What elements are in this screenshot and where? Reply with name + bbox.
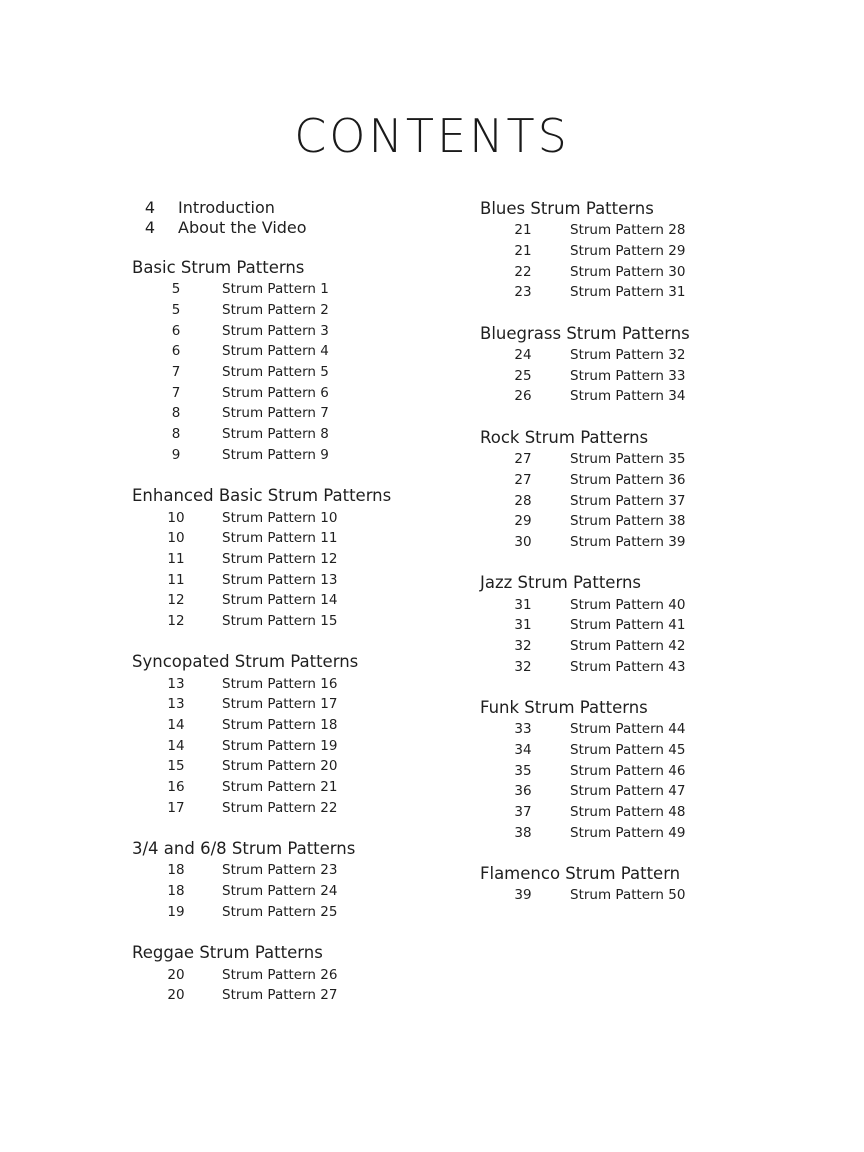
section-title[interactable]: Blues Strum Patterns (480, 199, 654, 218)
toc-entry[interactable] (480, 511, 780, 532)
entry-label: Strum Pattern 5 (222, 364, 329, 381)
toc-entry[interactable] (480, 282, 780, 303)
toc-entry[interactable] (480, 345, 780, 366)
toc-entry[interactable] (480, 822, 780, 843)
toc-entry[interactable] (480, 885, 780, 906)
page-number: 36 (514, 783, 532, 800)
entry-label: Strum Pattern 47 (570, 783, 686, 800)
toc-section (132, 257, 462, 465)
toc-entry[interactable] (132, 797, 462, 818)
section-title[interactable]: Jazz Strum Patterns (480, 573, 642, 593)
page-number: 22 (514, 263, 532, 280)
page-number: 38 (514, 824, 532, 841)
entry-label: Strum Pattern 6 (222, 384, 329, 401)
toc-entry[interactable] (132, 341, 462, 362)
entry-label: Strum Pattern 25 (222, 903, 338, 920)
page-number: 25 (514, 367, 532, 384)
page-number: 11 (167, 550, 185, 567)
page-number: 32 (514, 637, 532, 654)
page-number: 21 (514, 243, 532, 260)
entry-label: Strum Pattern 13 (222, 571, 338, 588)
toc-entry[interactable] (132, 528, 462, 549)
page-number: 39 (514, 887, 532, 904)
page-number: 7 (171, 364, 181, 381)
toc-entry[interactable] (480, 220, 780, 241)
page-number: 35 (514, 762, 532, 779)
toc-entry[interactable] (480, 261, 780, 282)
entry-label: Strum Pattern 31 (570, 284, 686, 301)
toc-entry[interactable] (132, 569, 462, 590)
toc-entry[interactable] (132, 673, 462, 694)
page-number: 6 (171, 322, 181, 339)
toc-left-column (132, 198, 462, 1006)
toc-entry[interactable] (132, 964, 462, 985)
entry-label: Strum Pattern 32 (570, 347, 686, 364)
toc-entry[interactable] (132, 362, 462, 383)
intro-list (132, 198, 462, 237)
page-number: 18 (167, 862, 185, 879)
entry-label: Strum Pattern 20 (222, 758, 338, 775)
page-number: 19 (167, 903, 185, 920)
toc-section (132, 651, 462, 818)
entry-label: Strum Pattern 35 (570, 451, 686, 468)
toc-entry[interactable] (132, 590, 462, 611)
toc-section (480, 697, 780, 843)
entry-label: Strum Pattern 11 (222, 530, 338, 547)
toc-entry[interactable] (132, 549, 462, 570)
entry-label: Strum Pattern 22 (222, 799, 338, 816)
entry-label: Strum Pattern 12 (222, 550, 338, 567)
section-title[interactable]: 3/4 and 6/8 Strum Patterns (132, 839, 356, 859)
page-number: 4 (144, 198, 155, 218)
entry-label: Strum Pattern 46 (570, 762, 686, 779)
page-number: 34 (514, 742, 532, 759)
right-sections (480, 198, 780, 906)
page-number: 14 (167, 717, 185, 734)
page-number: 4 (144, 217, 155, 237)
page-number: 21 (514, 222, 532, 239)
page-number: 12 (167, 592, 185, 609)
entry-label: Strum Pattern 18 (222, 717, 338, 734)
entry-label: Strum Pattern 41 (570, 617, 686, 634)
page-number: 13 (167, 696, 185, 713)
entry-label: Strum Pattern 30 (570, 263, 686, 280)
page-number: 17 (167, 799, 185, 816)
toc-entry[interactable] (480, 802, 780, 823)
entry-label: Strum Pattern 28 (570, 222, 686, 239)
entry-label: Strum Pattern 1 (222, 281, 329, 298)
page-number: 28 (514, 492, 532, 509)
entry-label: Strum Pattern 8 (222, 426, 329, 443)
toc-entry[interactable] (480, 719, 780, 740)
entry-label: Strum Pattern 21 (222, 779, 338, 796)
entry-label: Strum Pattern 37 (570, 492, 686, 509)
toc-entry[interactable] (132, 735, 462, 756)
toc-entry[interactable] (480, 365, 780, 386)
toc-section (132, 485, 462, 631)
entry-label: Strum Pattern 50 (570, 887, 686, 904)
entry-label: Strum Pattern 23 (222, 862, 338, 879)
section-title[interactable]: Enhanced Basic Strum Patterns (132, 486, 392, 506)
toc-section (480, 572, 780, 677)
page-number: 6 (171, 343, 181, 360)
page-number: 32 (514, 658, 532, 675)
page-number: 12 (167, 612, 185, 629)
page-number: 5 (171, 302, 181, 319)
page-number: 20 (167, 966, 185, 983)
toc-entry[interactable] (480, 470, 780, 491)
toc-right-column (480, 198, 780, 906)
page-number: 7 (171, 384, 181, 401)
page-number: 23 (514, 284, 532, 301)
page-number: 27 (514, 451, 532, 468)
toc-entry[interactable] (132, 611, 462, 632)
entry-label: Strum Pattern 45 (570, 742, 686, 759)
toc-entry[interactable] (480, 760, 780, 781)
toc-entry[interactable] (480, 532, 780, 553)
toc-entry[interactable] (480, 449, 780, 470)
toc-entry[interactable] (132, 756, 462, 777)
page-number: 37 (514, 804, 532, 821)
toc-entry[interactable] (132, 382, 462, 403)
page-number: 8 (171, 405, 181, 422)
page-number: 15 (167, 758, 185, 775)
toc-entry[interactable] (480, 781, 780, 802)
toc-entry[interactable] (132, 445, 462, 466)
toc-section (480, 323, 780, 407)
entry-label: Strum Pattern 36 (570, 471, 686, 488)
section-title[interactable]: Bluegrass Strum Patterns (480, 323, 690, 343)
toc-entry[interactable] (132, 320, 462, 341)
entry-label: Strum Pattern 40 (570, 596, 686, 613)
toc-entry[interactable] (132, 715, 462, 736)
entry-label: Strum Pattern 43 (570, 658, 686, 675)
page-number: 11 (167, 571, 185, 588)
entry-label: Strum Pattern 33 (570, 367, 686, 384)
toc-entry[interactable] (132, 279, 462, 300)
page-number: 9 (171, 446, 181, 463)
toc-entry[interactable] (132, 881, 462, 902)
entry-label: Strum Pattern 7 (222, 405, 329, 422)
page-number: 33 (514, 721, 532, 738)
entry-label: Strum Pattern 49 (570, 824, 686, 841)
entry-label: Strum Pattern 24 (222, 883, 338, 900)
toc-entry[interactable] (132, 403, 462, 424)
entry-label: Strum Pattern 14 (222, 592, 338, 609)
page-number: 13 (167, 675, 185, 692)
section-title[interactable]: Syncopated Strum Patterns (132, 652, 359, 672)
toc-entry-about-video[interactable] (132, 218, 462, 238)
page-number: 30 (514, 533, 532, 550)
page-number: 8 (171, 426, 181, 443)
entry-label: Strum Pattern 4 (222, 343, 329, 360)
section-title[interactable]: Rock Strum Patterns (480, 427, 649, 447)
entry-label: Strum Pattern 15 (222, 612, 338, 629)
page-number: 10 (167, 530, 185, 547)
entry-label: Strum Pattern 3 (222, 322, 329, 339)
entry-label: About the Video (178, 217, 307, 237)
entry-label: Strum Pattern 48 (570, 804, 686, 821)
toc-entry-introduction[interactable] (132, 198, 462, 218)
entry-label: Strum Pattern 27 (222, 987, 338, 1004)
page-number: 26 (514, 388, 532, 405)
entry-label: Strum Pattern 42 (570, 637, 686, 654)
toc-entry[interactable] (480, 740, 780, 761)
toc-section (132, 838, 462, 922)
toc-entry[interactable] (480, 490, 780, 511)
entry-label: Strum Pattern 9 (222, 446, 329, 463)
page-number: 10 (167, 509, 185, 526)
entry-label: Strum Pattern 39 (570, 533, 686, 550)
toc-section (132, 942, 462, 1005)
toc-entry[interactable] (132, 902, 462, 923)
toc-entry[interactable] (480, 241, 780, 262)
section-title[interactable]: Reggae Strum Patterns (132, 943, 323, 963)
left-sections (132, 257, 462, 1006)
entry-label: Strum Pattern 16 (222, 675, 338, 692)
entry-label: Strum Pattern 26 (222, 966, 338, 983)
section-title[interactable]: Flamenco Strum Pattern (480, 864, 681, 884)
toc-section (480, 427, 780, 552)
toc-entry[interactable] (132, 860, 462, 881)
page-number: 31 (514, 617, 532, 634)
toc-entry[interactable] (132, 300, 462, 321)
entry-label: Strum Pattern 17 (222, 696, 338, 713)
toc-entry[interactable] (480, 656, 780, 677)
page-number: 14 (167, 737, 185, 754)
toc-section (480, 863, 780, 906)
page-number: 31 (514, 596, 532, 613)
entry-label: Strum Pattern 29 (570, 243, 686, 260)
page-number: 16 (167, 779, 185, 796)
toc-entry[interactable] (132, 507, 462, 528)
toc-section (480, 198, 780, 303)
page-number: 18 (167, 883, 185, 900)
page-number: 29 (514, 513, 532, 530)
toc-entry[interactable] (132, 424, 462, 445)
entry-label: Strum Pattern 38 (570, 513, 686, 530)
toc-entry[interactable] (132, 777, 462, 798)
page-number: 24 (514, 347, 532, 364)
page-number: 27 (514, 471, 532, 488)
toc-entry[interactable] (132, 694, 462, 715)
entry-label: Strum Pattern 2 (222, 302, 329, 319)
page-number: 20 (167, 987, 185, 1004)
entry-label: Strum Pattern 34 (570, 388, 686, 405)
toc-entry[interactable] (480, 615, 780, 636)
entry-label: Strum Pattern 19 (222, 737, 338, 754)
toc-entry[interactable] (132, 985, 462, 1006)
section-title[interactable]: Basic Strum Patterns (132, 258, 305, 277)
toc-entry[interactable] (480, 636, 780, 657)
entry-label: Strum Pattern 10 (222, 509, 338, 526)
page-number: 5 (171, 281, 181, 298)
page-title: CONTENTS (294, 109, 570, 163)
toc-entry[interactable] (480, 386, 780, 407)
section-title[interactable]: Funk Strum Patterns (480, 698, 648, 717)
toc-entry[interactable] (480, 594, 780, 615)
entry-label: Introduction (178, 198, 275, 218)
entry-label: Strum Pattern 44 (570, 721, 686, 738)
